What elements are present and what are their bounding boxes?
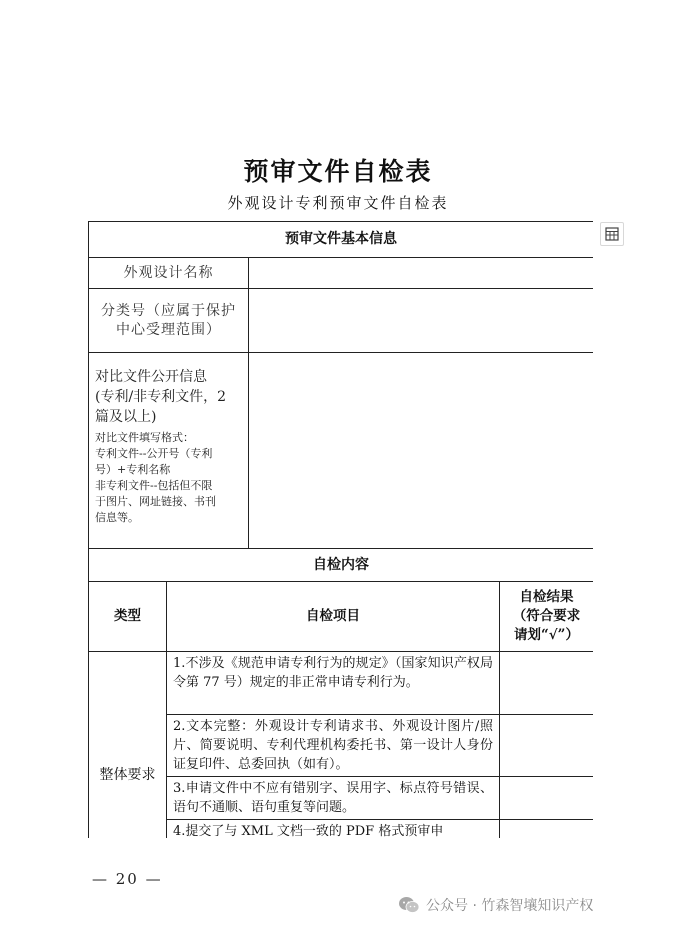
column-header-type: 类型 bbox=[89, 582, 167, 652]
design-name-label: 外观设计名称 bbox=[89, 258, 249, 289]
column-header-result-line2: （符合要求 bbox=[512, 608, 581, 624]
table-view-icon[interactable] bbox=[600, 222, 624, 246]
classification-label bbox=[89, 289, 249, 353]
compare-docs-note-line4: 非专利文件--包括但不限 bbox=[95, 479, 213, 492]
check-result-4[interactable] bbox=[500, 820, 594, 839]
column-header-result-line3: 请划“√”） bbox=[514, 627, 579, 643]
column-header-item: 自检项目 bbox=[167, 582, 500, 652]
check-item-3: 3.申请文件中不应有错别字、误用字、标点符号错误、语句不通顺、语句重复等问题。 bbox=[167, 777, 500, 820]
check-item-1: 1.不涉及《规范申请专利行为的规定》（国家知识产权局令第 77 号）规定的非正常申请专利行为。 bbox=[167, 652, 500, 715]
compare-docs-value[interactable] bbox=[249, 353, 594, 549]
compare-docs-title-line1: 对比文件公开信息 bbox=[95, 369, 207, 385]
main-title: 预审文件自检表 bbox=[243, 157, 433, 186]
section-basic-info-header: 预审文件基本信息 bbox=[89, 222, 594, 258]
section-self-check-header: 自检内容 bbox=[89, 549, 594, 582]
check-item-4: 4.提交了与 XML 文档一致的 PDF 格式预审申 bbox=[167, 820, 500, 839]
check-result-3[interactable] bbox=[500, 777, 594, 820]
column-header-result bbox=[500, 582, 594, 652]
design-name-value[interactable] bbox=[249, 258, 594, 289]
compare-docs-title-line2: (专利/非专利文件，2 bbox=[95, 389, 227, 405]
self-check-table-container bbox=[88, 221, 593, 838]
page-number: — 20 — bbox=[92, 870, 163, 888]
watermark bbox=[398, 893, 593, 917]
wechat-icon bbox=[398, 896, 420, 914]
compare-docs-note-line1: 对比文件填写格式： bbox=[95, 431, 194, 444]
compare-docs-label bbox=[89, 353, 249, 549]
compare-docs-title-line3: 篇及以上) bbox=[95, 409, 157, 425]
self-check-table bbox=[88, 221, 593, 838]
table-view-icon-glyph bbox=[605, 227, 619, 241]
compare-docs-note-line6: 信息等。 bbox=[95, 511, 139, 524]
group-overall-requirements: 整体要求 bbox=[89, 652, 167, 839]
check-item-2: 2.文本完整：外观设计专利请求书、外观设计图片/照片、简要说明、专利代理机构委托书、第一设计人身份证复印件、总委回执（如有）。 bbox=[167, 715, 500, 777]
watermark-text: 公众号 · 竹森智壤知识产权 bbox=[426, 898, 594, 914]
compare-docs-note-line3: 号）+专利名称 bbox=[95, 463, 171, 476]
column-header-result-line1: 自检结果 bbox=[519, 589, 574, 605]
sub-title: 外观设计专利预审文件自检表 bbox=[227, 194, 449, 212]
compare-docs-note-line2: 专利文件--公开号（专利 bbox=[95, 447, 213, 460]
classification-label-line1: 分类号（应属于保护 bbox=[101, 302, 236, 319]
compare-docs-note-line5: 于图片、网址链接、书刊 bbox=[95, 495, 216, 508]
classification-value[interactable] bbox=[249, 289, 594, 353]
check-result-1[interactable] bbox=[500, 652, 594, 715]
classification-label-line2: 中心受理范围） bbox=[116, 321, 221, 338]
check-result-2[interactable] bbox=[500, 715, 594, 777]
